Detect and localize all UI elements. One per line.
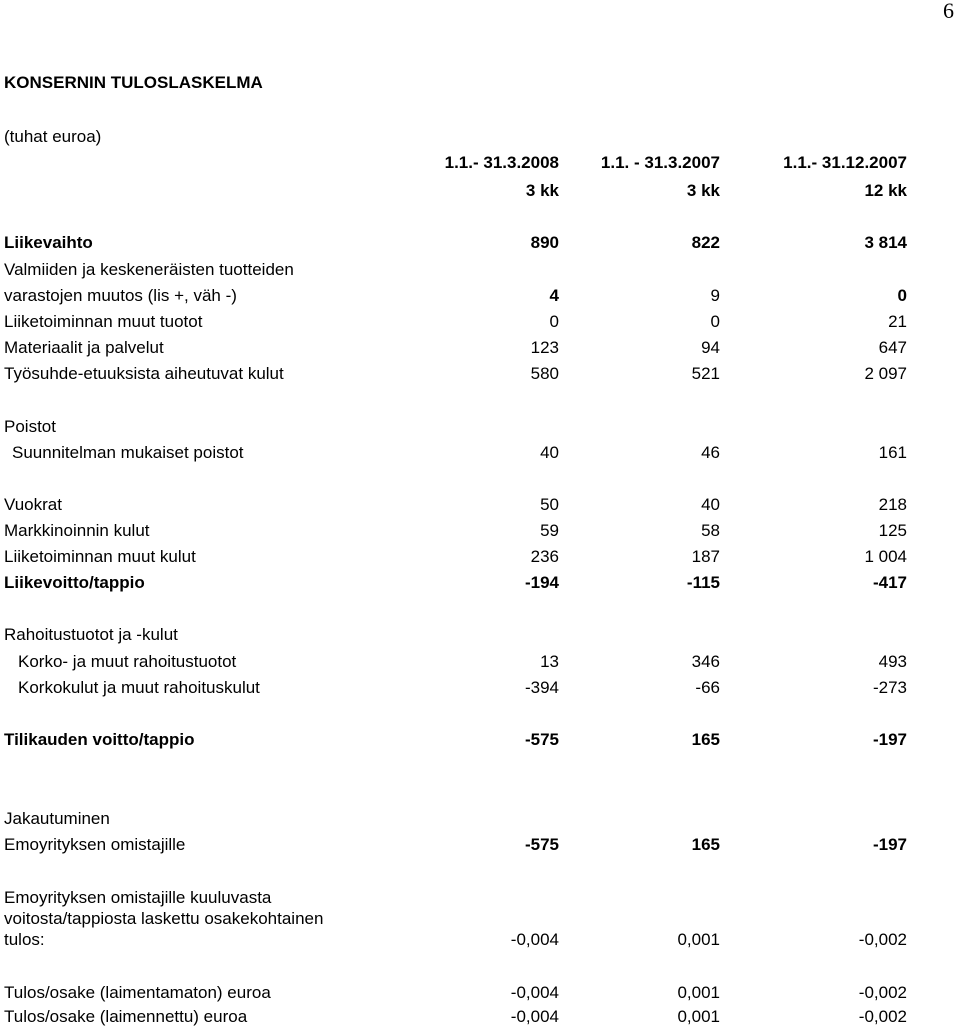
row-label: tulos:	[4, 930, 45, 949]
row-value: 0,001	[677, 983, 720, 1002]
row-label: Korko- ja muut rahoitustuotot	[18, 652, 237, 671]
row-label: Työsuhde-etuuksista aiheutuvat kulut	[4, 364, 284, 383]
row-label: Rahoitustuotot ja -kulut	[4, 625, 178, 644]
unit-label: (tuhat euroa)	[4, 127, 102, 146]
table-row	[0, 929, 960, 951]
row-value: 521	[691, 364, 720, 383]
table-row	[0, 651, 960, 673]
page-number: 6	[943, 0, 954, 23]
row-value: -0,004	[510, 983, 559, 1002]
table-row	[0, 363, 960, 385]
table-row	[0, 259, 960, 281]
row-label: Materiaalit ja palvelut	[4, 338, 164, 357]
row-value: 165	[691, 730, 720, 749]
row-value: 0,001	[677, 1007, 720, 1026]
row-label: Tulos/osake (laimennettu) euroa	[4, 1007, 248, 1026]
row-label: Emoyrityksen omistajille kuuluvasta	[4, 888, 272, 907]
row-label: Vuokrat	[4, 495, 62, 514]
row-value: 2 097	[864, 364, 907, 383]
row-value: 218	[878, 495, 907, 514]
table-row	[0, 520, 960, 542]
duration-header: 12 kk	[864, 181, 907, 200]
row-value: -0,004	[510, 930, 559, 949]
row-label: Tilikauden voitto/tappio	[4, 730, 195, 749]
table-row	[0, 232, 960, 254]
table-row	[0, 982, 960, 1004]
row-value: 161	[878, 443, 907, 462]
row-value: -0,002	[858, 930, 907, 949]
row-value: 46	[701, 443, 720, 462]
row-value: 890	[530, 233, 559, 252]
table-row	[0, 729, 960, 751]
row-value: 94	[701, 338, 720, 357]
duration-header: 3 kk	[525, 181, 559, 200]
duration-header: 3 kk	[686, 181, 720, 200]
table-row	[0, 311, 960, 333]
table-row	[0, 572, 960, 594]
table-row	[0, 1006, 960, 1028]
row-value: -197	[872, 730, 907, 749]
row-value: 187	[691, 547, 720, 566]
period-header: 1.1. - 31.3.2007	[600, 153, 720, 172]
row-value: 0	[897, 286, 907, 305]
row-label: Tulos/osake (laimentamaton) euroa	[4, 983, 271, 1002]
row-value: -273	[872, 678, 907, 697]
row-value: 0,001	[677, 930, 720, 949]
row-value: 9	[710, 286, 720, 305]
row-value: -417	[872, 573, 907, 592]
period-header: 1.1.- 31.12.2007	[783, 153, 907, 172]
table-row	[0, 416, 960, 438]
row-label: Liikevoitto/tappio	[4, 573, 145, 592]
row-value: 0	[549, 312, 559, 331]
row-value: 21	[888, 312, 907, 331]
table-row	[0, 546, 960, 568]
table-row	[0, 834, 960, 856]
row-label: Poistot	[4, 417, 56, 436]
row-value: -194	[524, 573, 559, 592]
row-value: -115	[686, 573, 720, 592]
row-label: Korkokulut ja muut rahoituskulut	[18, 678, 260, 697]
period-header-row	[0, 152, 960, 174]
row-value: 125	[878, 521, 907, 540]
row-label: Markkinoinnin kulut	[4, 521, 150, 540]
row-label: Emoyrityksen omistajille	[4, 835, 186, 854]
row-value: 40	[540, 443, 559, 462]
row-value: 0	[710, 312, 720, 331]
row-value: 236	[530, 547, 559, 566]
table-row	[0, 624, 960, 646]
row-label: Jakautuminen	[4, 809, 110, 828]
row-label: Liiketoiminnan muut kulut	[4, 547, 196, 566]
row-label: Liiketoiminnan muut tuotot	[4, 312, 203, 331]
row-value: 3 814	[864, 233, 907, 252]
row-value: 58	[701, 521, 720, 540]
row-value: -0,002	[858, 1007, 907, 1026]
row-value: 123	[530, 338, 559, 357]
row-value: 40	[701, 495, 720, 514]
row-value: -197	[872, 835, 907, 854]
row-value: 50	[540, 495, 559, 514]
row-value: -0,002	[858, 983, 907, 1002]
period-header: 1.1.- 31.3.2008	[444, 153, 559, 172]
table-row	[0, 887, 960, 909]
row-label: Liikevaihto	[4, 233, 93, 252]
row-value: 580	[530, 364, 559, 383]
row-value: 13	[540, 652, 559, 671]
row-value: 59	[540, 521, 559, 540]
statement-title: KONSERNIN TULOSLASKELMA	[4, 73, 263, 92]
row-value: -575	[524, 730, 559, 749]
table-row	[0, 285, 960, 307]
row-value: 1 004	[864, 547, 907, 566]
row-value: 822	[691, 233, 720, 252]
duration-header-row	[0, 180, 960, 202]
row-value: -66	[695, 678, 720, 697]
table-row	[0, 337, 960, 359]
row-value: -0,004	[510, 1007, 559, 1026]
row-value: -394	[524, 678, 559, 697]
row-value: 647	[878, 338, 907, 357]
row-value: 346	[691, 652, 720, 671]
row-value: 493	[878, 652, 907, 671]
row-label: Valmiiden ja keskeneräisten tuotteiden	[4, 260, 294, 279]
row-label: Suunnitelman mukaiset poistot	[12, 443, 244, 462]
row-value: 165	[691, 835, 720, 854]
table-row	[0, 442, 960, 464]
table-row	[0, 808, 960, 830]
row-value: -575	[524, 835, 559, 854]
table-row	[0, 494, 960, 516]
row-value: 4	[549, 286, 559, 305]
table-row	[0, 908, 960, 930]
table-row	[0, 677, 960, 699]
row-label: varastojen muutos (lis +, väh -)	[4, 286, 237, 305]
row-label: voitosta/tappiosta laskettu osakekohtainen	[4, 909, 324, 928]
